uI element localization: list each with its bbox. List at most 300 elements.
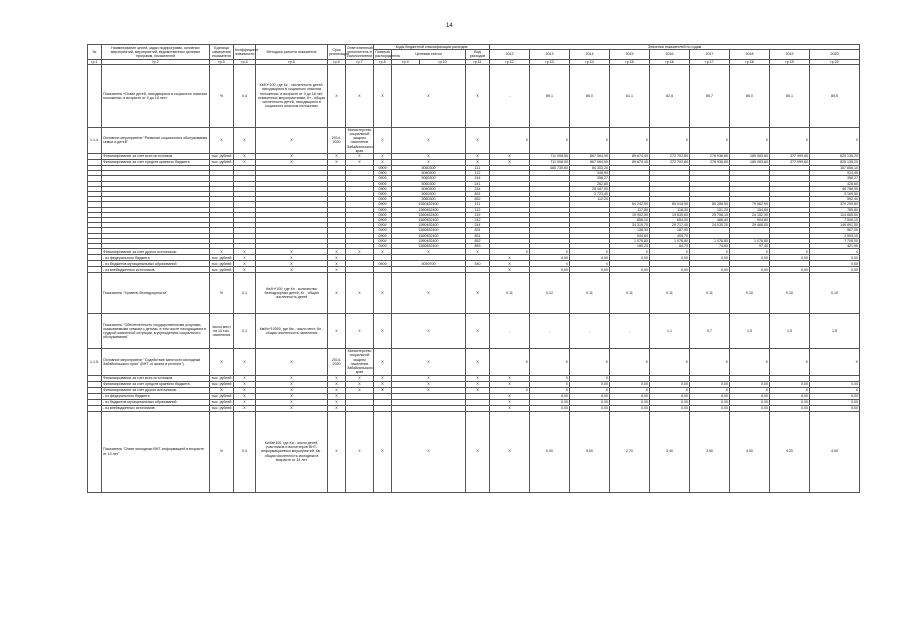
row-value: 825 135,20: [810, 160, 860, 166]
row-value: 0,00: [690, 267, 730, 273]
kbk-cs: 1560452400: [392, 212, 466, 217]
row-value: 278 936,80: [690, 160, 730, 166]
kbk-value: 567,00: [810, 228, 860, 233]
row-value: 0,00: [810, 399, 860, 405]
row-value: 1,5: [770, 314, 810, 349]
row-coef: Х: [234, 249, 256, 255]
kbk-value: 114 665,50: [810, 212, 860, 217]
row-kbk-grbs: Х: [374, 64, 392, 127]
row-value: Х: [650, 249, 690, 255]
row-value: 711 008,50: [530, 154, 570, 160]
row-value: 85,7: [690, 64, 730, 127]
row-kbk-cs: Х: [392, 381, 466, 387]
row-value: Х: [530, 375, 570, 381]
row-kbk-cs: Х: [392, 64, 466, 127]
header-executor: Ответственный исполнитель и соисполнители: [347, 45, 373, 58]
row-value-2012: Х: [490, 267, 530, 273]
row-kbk-vr: Х: [466, 249, 490, 255]
kbk-value: 118,30: [650, 207, 690, 212]
row-name: Показатель «Охват детей, находящихся в социально опасном положении, в возрасте от 0 до 18 лет»: [102, 64, 210, 127]
row-value: Х: [650, 387, 690, 393]
kbk-cs: 5060300: [392, 176, 466, 181]
row-method: Х: [256, 349, 328, 375]
row-value: 0,00: [730, 393, 770, 399]
column-number: гр.10: [420, 59, 466, 64]
row-value: Х: [770, 349, 810, 375]
kbk-vr: 852: [466, 197, 490, 202]
kbk-cs: 1560452400: [392, 218, 466, 223]
row-value: 0,00: [770, 393, 810, 399]
kbk-value: 25 758,10: [690, 212, 730, 217]
row-value: Х: [570, 261, 610, 267]
row-term: 2014-2020: [328, 127, 346, 153]
header-method: Методика расчета показателя: [256, 45, 328, 60]
row-value: -: [490, 314, 530, 349]
row-value: Х: [690, 387, 730, 393]
kbk-cs: 5060300: [392, 171, 466, 176]
row-value: 278 936,80: [690, 154, 730, 160]
header-year-2018: 2018: [730, 50, 770, 59]
column-number: гр.14: [570, 59, 610, 64]
kbk-value: 358,27: [810, 176, 860, 181]
row-kbk-vr: Х: [466, 349, 490, 375]
kbk-value: 348,90: [570, 171, 610, 176]
row-term: Х: [328, 267, 346, 273]
kbk-value: 154,60: [730, 207, 770, 212]
row-value: 1,5: [730, 314, 770, 349]
row-value: 0,00: [650, 393, 690, 399]
row-kbk-vr: Х: [466, 381, 490, 387]
row-value: 85,5: [810, 64, 860, 127]
row-name: Финансирование за счет средств краевого бюджета: [102, 381, 210, 387]
row-value: Х: [530, 249, 570, 255]
row-value: 85,1: [770, 64, 810, 127]
row-kbk-grbs: Х: [374, 160, 392, 166]
row-term: Х: [328, 261, 346, 267]
table-row: [88, 411, 860, 492]
row-kbk-grbs: Х: [374, 273, 392, 314]
row-value: 272 702,80: [650, 160, 690, 166]
row-value: Х: [530, 387, 570, 393]
row-value: Х: [650, 349, 690, 375]
row-value: -: [570, 314, 610, 349]
row-coef: Х: [234, 349, 256, 375]
row-value-2012: Х: [490, 154, 530, 160]
kbk-value: 485 735,60: [530, 166, 570, 171]
row-value: 0,00: [530, 255, 570, 261]
row-value: 0,00: [530, 411, 570, 492]
row-value: Х: [650, 127, 690, 153]
header-coef: Коэффициент значимости: [234, 45, 256, 60]
kbk-vr: 244: [466, 186, 490, 191]
row-value: Х: [810, 349, 860, 375]
row-value: 0,00: [690, 255, 730, 261]
kbk-value: 24 030,20: [690, 223, 730, 228]
kbk-vr: 244: [466, 176, 490, 181]
row-executor: Х: [346, 64, 374, 127]
row-kbk-vr: Х: [466, 387, 490, 393]
kbk-value: 28 187,00: [570, 186, 610, 191]
row-value: Х: [490, 387, 530, 393]
kbk-grbs: 0909: [374, 218, 392, 223]
kbk-vr: 242: [466, 218, 490, 223]
row-value: 0,00: [530, 393, 570, 399]
row-term: 2014-2020: [328, 349, 346, 375]
row-term: Х: [328, 381, 346, 387]
row-value-2012: Х: [490, 399, 530, 405]
header-year-2015: 2015: [610, 50, 650, 59]
column-number: гр.5: [256, 59, 328, 64]
row-value: 377 999,60: [770, 160, 810, 166]
table-row: [88, 127, 860, 153]
column-number: гр.19: [770, 59, 810, 64]
row-value: 0,00: [530, 405, 570, 411]
row-name: - из внебюджетных источников: [102, 267, 210, 273]
row-value: Х: [570, 127, 610, 153]
row-kbk-grbs: Х: [374, 387, 392, 393]
row-value: Х: [770, 127, 810, 153]
row-name: - из бюджетов муниципальных образований: [102, 399, 210, 405]
row-method: Х: [256, 399, 328, 405]
row-method: Х: [256, 261, 328, 267]
header-kbk-group: Коды бюджетной классификации расходов: [374, 45, 490, 50]
row-executor: Х: [346, 154, 374, 160]
row-value: 0,00: [730, 399, 770, 405]
row-unit: %: [210, 64, 234, 127]
row-value: 0,00: [810, 405, 860, 411]
row-method: Х: [256, 375, 328, 381]
kbk-value: 358,27: [570, 176, 610, 181]
kbk-value: 19 902,50: [610, 212, 650, 217]
row-coef: Х: [234, 381, 256, 387]
kbk-value: 405,70: [650, 233, 690, 238]
row-coef: 0,1: [234, 273, 256, 314]
kbk-value: 157 808,10: [810, 166, 860, 171]
row-name: Финансирование за счет всех источников: [102, 154, 210, 160]
row-kbk-cs: 5059700: [392, 261, 466, 267]
kbk-grbs: 0909: [374, 228, 392, 233]
column-number: гр.2: [102, 59, 210, 64]
kbk-grbs: 0909: [374, 166, 392, 171]
row-value: Х: [490, 127, 530, 153]
row-value: 0,00: [690, 393, 730, 399]
kbk-cs: 1560452400: [392, 223, 466, 228]
row-value-2012: Х: [490, 255, 530, 261]
header-unit: Единица измерения показателя: [210, 45, 234, 60]
row-executor: Х: [346, 273, 374, 314]
row-value: Х: [690, 349, 730, 375]
row-value: Х: [810, 387, 860, 393]
column-number: гр.6: [328, 59, 346, 64]
row-coef: Х: [234, 399, 256, 405]
row-value: 0,00: [730, 405, 770, 411]
row-value: 189 083,60: [730, 160, 770, 166]
column-number: гр.3: [210, 59, 234, 64]
kbk-value: 79 962,90: [730, 202, 770, 207]
row-coef: Х: [234, 387, 256, 393]
row-value: Х: [730, 387, 770, 393]
row-value: 0,00: [650, 405, 690, 411]
row-method: Х: [256, 387, 328, 393]
row-value: 0,00: [730, 255, 770, 261]
row-value-2012: Х: [490, 405, 530, 411]
kbk-value: 2 593,10: [810, 233, 860, 238]
row-name: Основное мероприятие "Развитие социального обслуживания семьи и детей": [102, 127, 210, 153]
column-number: гр.17: [690, 59, 730, 64]
row-unit: тыс. рублей: [210, 381, 234, 387]
row-value: 0,00: [570, 267, 610, 273]
row-kbk-vr: Х: [466, 411, 490, 492]
row-value: 0,00: [770, 255, 810, 261]
row-value: 0,00: [530, 267, 570, 273]
row-value: 2,70: [610, 411, 650, 492]
row-name: - из федерального бюджета: [102, 393, 210, 399]
header-kbk-vr: Вид расходов: [466, 50, 490, 59]
kbk-grbs: 0909: [374, 197, 392, 202]
row-term: Х: [328, 249, 346, 255]
kbk-grbs: 0909: [374, 192, 392, 197]
row-value: 0,00: [570, 399, 610, 405]
row-value: Х: [690, 249, 730, 255]
row-name: Показатель "Охват молодежи ВНТ-информацией в возрасте от 14 лет": [102, 411, 210, 492]
kbk-value: 428,60: [810, 181, 860, 186]
row-value: Х: [810, 249, 860, 255]
row-method: Кн/Кт*100, где Кн - количество безнадзорных детей, Кт - общая численность детей: [256, 273, 328, 314]
kbk-vr: 111: [466, 166, 490, 171]
kbk-vr: 112: [466, 171, 490, 176]
kbk-value: 84 303,20: [570, 166, 610, 171]
row-unit: тыс. рублей: [210, 375, 234, 381]
column-number: гр.16: [650, 59, 690, 64]
kbk-value: 65 018,90: [650, 202, 690, 207]
row-name: Основное мероприятие "Содействие занятости молодежи Забайкальского края" (ВНТ от жизни в регионе"): [102, 349, 210, 375]
row-kbk-vr: Х: [466, 154, 490, 160]
row-kbk-cs: Х: [392, 314, 466, 349]
column-number: гр.9: [392, 59, 420, 64]
row-term: Х: [328, 393, 346, 399]
row-value: 1,5: [810, 314, 860, 349]
row-kbk-grbs: Х: [374, 375, 392, 381]
kbk-value: 421,90: [810, 244, 860, 249]
row-kbk-vr: Х: [466, 64, 490, 127]
row-value: 0,00: [690, 405, 730, 411]
row-value-2012: Х: [490, 261, 530, 267]
row-value: 3,40: [650, 411, 690, 492]
row-value: Х: [530, 381, 570, 387]
row-value: Х: [570, 387, 610, 393]
table-row: [88, 314, 860, 349]
kbk-value: 146 891,50: [810, 223, 860, 228]
row-value: Х: [530, 127, 570, 153]
row-value: -: [530, 314, 570, 349]
row-kbk-cs: Х: [392, 249, 466, 255]
row-value: 85,0: [570, 64, 610, 127]
row-coef: Х: [234, 405, 256, 411]
kbk-grbs: 0909: [374, 238, 392, 243]
row-value: 0,00: [650, 255, 690, 261]
kbk-value: 486,40: [690, 218, 730, 223]
kbk-value: 29 468,00: [730, 223, 770, 228]
row-value: 0,00: [810, 381, 860, 387]
row-value: Х: [690, 127, 730, 153]
row-unit: тыс. рублей: [210, 399, 234, 405]
row-value: 0,00: [730, 267, 770, 273]
kbk-value: 64,70: [650, 244, 690, 249]
row-value: -: [610, 314, 650, 349]
row-unit: Х: [210, 349, 234, 375]
kbk-value: 592,40: [810, 197, 860, 202]
header-year-2017: 2017: [690, 50, 730, 59]
row-value: 0,10: [810, 273, 860, 314]
row-unit: %: [210, 411, 234, 492]
row-name: Финансирование за счет средств краевого бюджета: [102, 160, 210, 166]
kbk-value: 85 288,50: [690, 202, 730, 207]
kbk-value: 151,20: [690, 207, 730, 212]
row-kbk-grbs: Х: [374, 127, 392, 153]
kbk-value: 1 076,80: [730, 238, 770, 243]
row-kbk-cs: Х: [392, 387, 466, 393]
row-number: 1.1.5.: [88, 349, 102, 375]
row-value: -: [490, 64, 530, 127]
row-value: 377 999,60: [770, 154, 810, 160]
row-name: - из бюджетов муниципальных образований: [102, 261, 210, 267]
kbk-cs: 5060300: [392, 197, 466, 202]
row-method: Х: [256, 249, 328, 255]
kbk-cs: 5060300: [392, 186, 466, 191]
row-value: Х: [530, 349, 570, 375]
row-term: Х: [328, 160, 346, 166]
row-executor: Х: [346, 249, 374, 255]
row-method: Ки/Кв*100, где Ки - число детей, участников и волонтеров ВНТ-информационных мероприятий, Кв - общая численность молодежи в возрасте от 14 лет: [256, 411, 328, 492]
row-unit: тыс. рублей: [210, 261, 234, 267]
row-coef: Х: [234, 267, 256, 273]
row-value-2012: Х: [490, 393, 530, 399]
kbk-value: 34 310,70: [610, 223, 650, 228]
kbk-grbs: 0909: [374, 202, 392, 207]
row-method: Км/Кн*10000, где Км - число мест, Кн - общая численность населения: [256, 314, 328, 349]
header-year-2013: 2013: [530, 50, 570, 59]
row-value-2012: Х: [490, 375, 530, 381]
row-name: Финансирование за счет других источников:: [102, 249, 210, 255]
row-kbk-grbs: Х: [374, 381, 392, 387]
row-value: 0,00: [570, 405, 610, 411]
table-row: [88, 273, 860, 314]
header-year-2016: 2016: [650, 50, 690, 59]
row-number: [88, 64, 102, 127]
kbk-grbs: 0909: [374, 233, 392, 238]
kbk-value: 112,20: [570, 197, 610, 202]
table-row: [88, 349, 860, 375]
kbk-cs: 5060300: [392, 192, 466, 197]
column-number: гр.15: [610, 59, 650, 64]
row-method: Кz/Кт*100, где Кz - численность детей, находящихся в социально опасном положении, в возрасте от 0 до 18 лет, охваченных мероприятиями, Кт - общая численность детей, находящихся в социально опасном положении: [256, 64, 328, 127]
row-kbk-grbs: Х: [374, 154, 392, 160]
row-kbk-cs: Х: [392, 160, 466, 166]
row-value-2012: Х: [490, 160, 530, 166]
row-kbk-grbs: Х: [374, 349, 392, 375]
kbk-grbs: 0909: [374, 171, 392, 176]
row-term: Х: [328, 411, 346, 492]
kbk-vr: 112: [466, 207, 490, 212]
row-value: 0,10: [770, 273, 810, 314]
column-number: гр.20: [810, 59, 860, 64]
row-number: [88, 411, 102, 492]
row-value: Х: [730, 127, 770, 153]
row-value: 0,00: [770, 399, 810, 405]
row-executor: Х: [346, 411, 374, 492]
row-value: Х: [730, 349, 770, 375]
kbk-value: 785,80: [810, 207, 860, 212]
row-method: Х: [256, 255, 328, 261]
row-coef: Х: [234, 127, 256, 153]
column-number: гр.1: [88, 59, 102, 64]
row-value: 0,00: [570, 393, 610, 399]
row-unit: Х: [210, 387, 234, 393]
row-term: Х: [328, 314, 346, 349]
kbk-vr: 851: [466, 233, 490, 238]
row-value: 0,00: [810, 261, 860, 267]
kbk-cs: 1560452400: [392, 233, 466, 238]
header-year-2012: 2012: [490, 50, 530, 59]
kbk-cs: 1560452400: [392, 207, 466, 212]
row-unit: тыс. рублей: [210, 405, 234, 411]
kbk-value: 262,80: [570, 181, 610, 186]
column-number: гр.12: [490, 59, 530, 64]
kbk-value: 544,60: [610, 233, 650, 238]
row-name: Финансирование за счет других источников:: [102, 387, 210, 393]
column-number: гр.4: [234, 59, 256, 64]
program-table-container: [87, 44, 859, 493]
header-values-group: Значения показателей по годам: [490, 45, 860, 50]
table-body: [88, 45, 860, 493]
row-executor: Х: [346, 160, 374, 166]
row-coef: 0,1: [234, 314, 256, 349]
row-method: Х: [256, 127, 328, 153]
table-row: [88, 64, 860, 127]
row-value: 0,10: [730, 273, 770, 314]
row-value: 0,00: [610, 381, 650, 387]
kbk-value: 185,20: [610, 244, 650, 249]
row-value: 867 064,90: [570, 154, 610, 160]
row-value: 0,7: [690, 314, 730, 349]
row-value: 0,00: [730, 381, 770, 387]
kbk-value: 64 242,00: [610, 202, 650, 207]
row-kbk-vr: Х: [466, 375, 490, 381]
row-value: 0,11: [690, 273, 730, 314]
row-value: 89,1: [530, 64, 570, 127]
header-year-2014: 2014: [570, 50, 610, 59]
row-kbk-cs: Х: [392, 375, 466, 381]
row-value: Х: [570, 375, 610, 381]
row-kbk-grbs: Х: [374, 249, 392, 255]
row-executor: Министерство социальной защиты населения Забайкальского края: [347, 349, 374, 375]
row-value: 0,00: [770, 381, 810, 387]
row-coef: Х: [234, 261, 256, 267]
row-method: Х: [256, 160, 328, 166]
row-value: Х: [490, 349, 530, 375]
row-value: 0,00: [810, 393, 860, 399]
row-kbk-cs: Х: [392, 349, 466, 375]
row-value: Х: [610, 387, 650, 393]
row-kbk-cs: Х: [392, 273, 466, 314]
kbk-value: 19 635,60: [650, 212, 690, 217]
kbk-cs: 1560452400: [392, 244, 466, 249]
row-value: 272 702,80: [650, 154, 690, 160]
header-year-2019: 2019: [770, 50, 810, 59]
kbk-vr: 119: [466, 212, 490, 217]
kbk-grbs: 0909: [374, 244, 392, 249]
row-coef: Х: [234, 154, 256, 160]
